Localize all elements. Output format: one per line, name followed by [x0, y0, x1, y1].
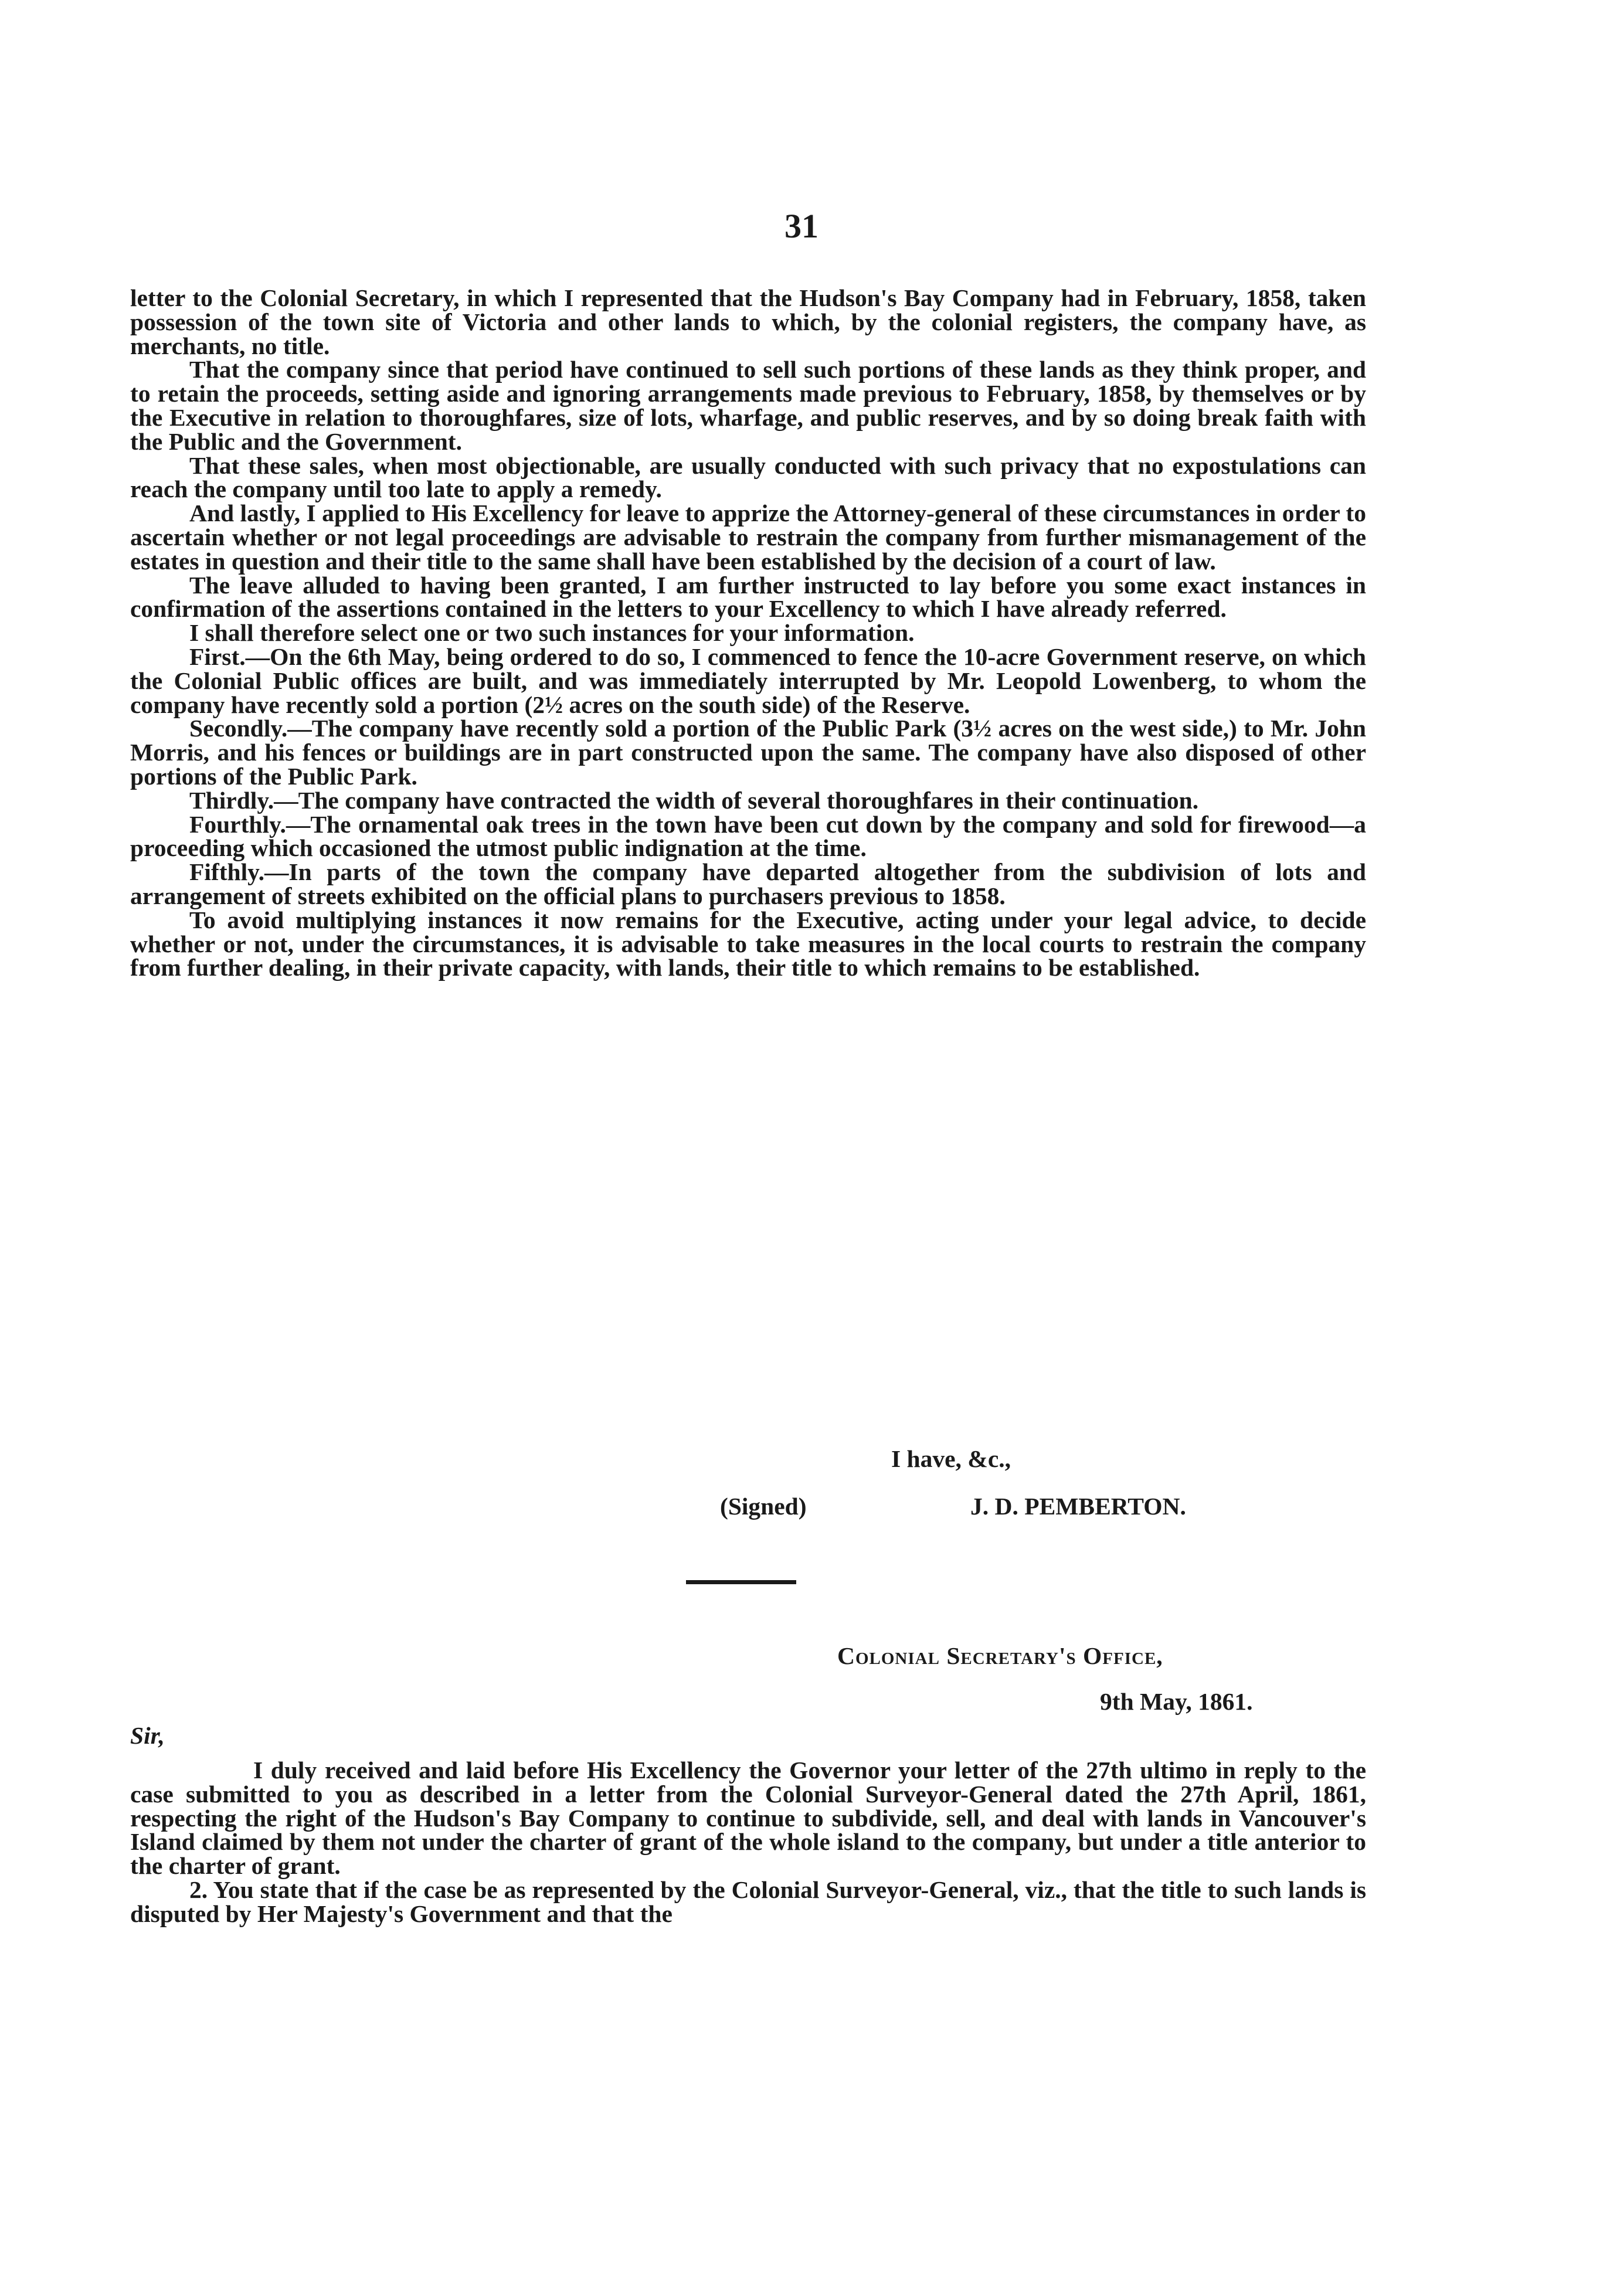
- paragraph: Thirdly.—The company have contracted the width of several thoroughfares in their continuation.: [189, 786, 1199, 814]
- closing-line: I have, &c.,: [891, 1445, 1011, 1472]
- salutation: Sir,: [130, 1722, 165, 1749]
- page-number: 31: [784, 207, 819, 245]
- paragraph: The leave alluded to having been granted, I am further instructed to lay before you some exact instances in confirmation of the assertions contained in the letters to your Excellency to which I have already referred.: [130, 571, 1366, 623]
- paragraph: I shall therefore select one or two such instances for your information.: [189, 619, 915, 647]
- paragraph: That the company since that period have continued to sell such portions of these lands as they think proper, and to retain the proceeds, setting aside and ignoring arrangements made previous to February, 1858, by themselves or by the Executive in relation to thoroughfares, size of lots, wharfage, and public reserves, and by so doing break faith with the Public and the Government.: [130, 356, 1366, 455]
- paragraph: First.—On the 6th May, being ordered to do so, I commenced to fence the 10-acre Government reserve, on which the Colonial Public offices are built, and was immediately interrupted by Mr. Leopold Lowenberg, to whom the company have recently sold a portion (2½ acres on the south side) of the Reserve.: [130, 643, 1366, 718]
- paragraph: I duly received and laid before His Excellency the Governor your letter of the 27th ultimo in reply to the case submitted to you as described in a letter from the Colonial Surveyor-General dated the 27th April, 1861, respecting the right of the Hudson's Bay Company to continue to subdivide, sell, and deal with lands in Vancouver's Island claimed by them not under the charter of grant of the whole island to the company, but under a title anterior to the charter of grant.: [130, 1757, 1366, 1880]
- sender-office: Colonial Secretary's Office,: [837, 1642, 1163, 1669]
- paragraph: letter to the Colonial Secretary, in which I represented that the Hudson's Bay Company had in February, 1858, taken possession of the town site of Victoria and other lands to which, by the colonial registers, the company have, as merchants, no title.: [130, 284, 1366, 359]
- paragraph: That these sales, when most objectionable, are usually conducted with such privacy that no expostulations can reach the company until too late to apply a remedy.: [130, 451, 1366, 503]
- paragraph: Fifthly.—In parts of the town the company have departed altogether from the subdivision of lots and arrangement of streets exhibited on the official plans to purchasers previous to 1858.: [130, 858, 1366, 909]
- signed-label: (Signed): [720, 1493, 807, 1520]
- paragraph: To avoid multiplying instances it now remains for the Executive, acting under your legal advice, to decide whether or not, under the circumstances, it is advisable to take measures in the local courts to restrain the company from further dealing, in their private capacity, with lands, their title to which remains to be established.: [130, 906, 1366, 981]
- letter-body: [130, 286, 1366, 980]
- letter-body: [130, 1758, 1366, 1926]
- paragraph: 2. You state that if the case be as represented by the Colonial Surveyor-General, viz., that the title to such lands is disputed by Her Majesty's Government and that the: [130, 1876, 1366, 1927]
- letter-date: 9th May, 1861.: [1100, 1688, 1253, 1715]
- paragraph: Secondly.—The company have recently sold a portion of the Public Park (3½ acres on the west side,) to Mr. John Morris, and his fences or buildings are in part constructed upon the same. The company have also disposed of other portions of the Public Park.: [130, 715, 1366, 790]
- section-divider: [686, 1580, 796, 1584]
- paragraph: And lastly, I applied to His Excellency for leave to apprize the Attorney-general of these circumstances in order to ascertain whether or not legal proceedings are advisable to restrain the company from further mismanagement of the estates in question and their title to the same shall have been established by the decision of a court of law.: [130, 500, 1366, 575]
- paragraph: Fourthly.—The ornamental oak trees in the town have been cut down by the company and sold for firewood—a proceeding which occasioned the utmost public indignation at the time.: [130, 810, 1366, 862]
- signatory-name: J. D. PEMBERTON.: [970, 1493, 1186, 1520]
